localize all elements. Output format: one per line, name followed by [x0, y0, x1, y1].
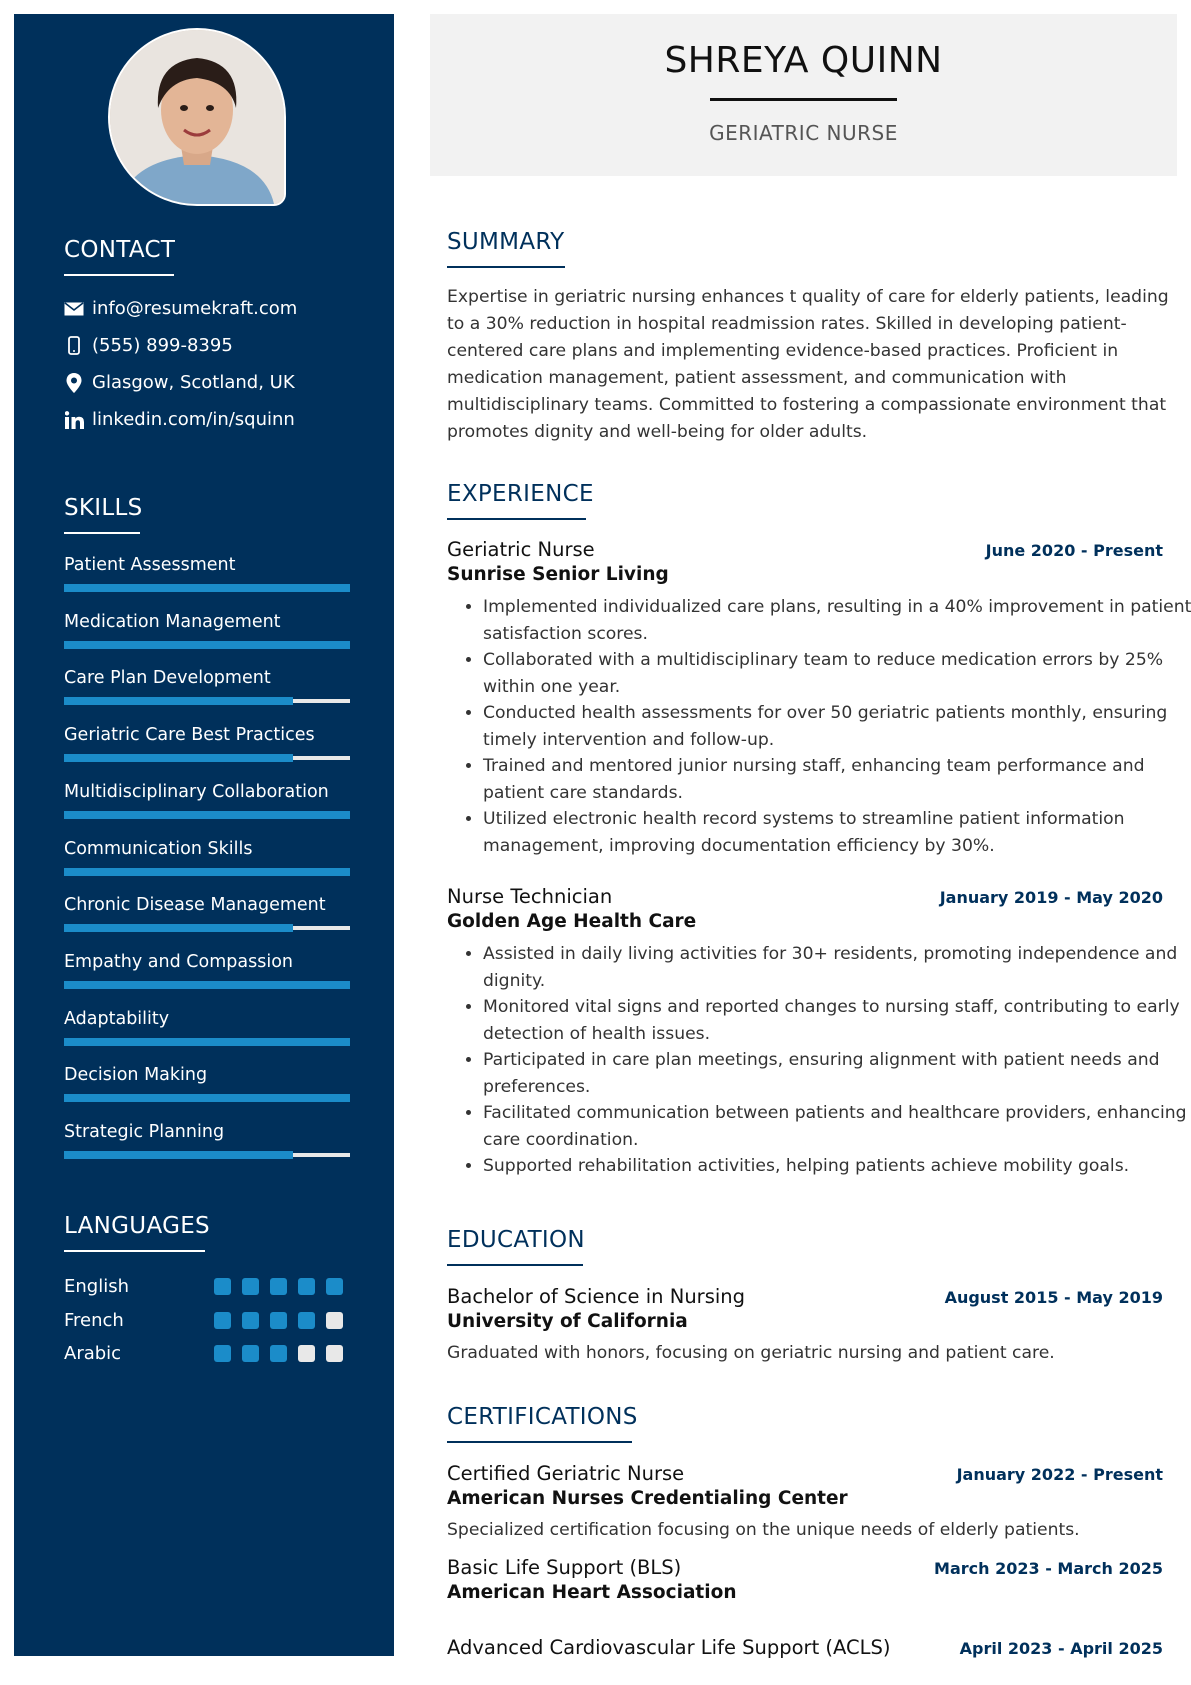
rating-dot: [214, 1278, 231, 1295]
skill-bar: [64, 756, 350, 760]
job-2-bullets: [447, 941, 1191, 1180]
skill-item: [64, 839, 350, 859]
map-pin-icon: [64, 373, 84, 393]
sidebar: [14, 14, 394, 1656]
list-item: • Supported rehabilitation activities, helping patients achieve mobility goals.: [483, 1153, 1191, 1180]
cert-1-title: Certified Geriatric Nurse: [447, 1462, 685, 1485]
rating-dot: [326, 1345, 343, 1362]
cert-1-desc: Specialized certification focusing on the unique needs of elderly patients.: [447, 1520, 1080, 1540]
skill-label: Adaptability: [64, 1008, 170, 1029]
envelope-icon: [64, 299, 84, 319]
skill-bar: [64, 641, 350, 649]
name-header: [430, 14, 1177, 176]
summary-heading: SUMMARY: [447, 229, 565, 255]
contact-phone[interactable]: [64, 335, 233, 356]
cert-3-title: Advanced Cardiovascular Life Support (ACLS): [447, 1636, 891, 1659]
rating-dot: [214, 1312, 231, 1329]
skill-label: Communication Skills: [64, 838, 253, 859]
contact-email-text: info@resumekraft.com: [92, 298, 298, 319]
skill-bar: [64, 1094, 350, 1102]
language-label: French: [64, 1309, 124, 1331]
job-2-date: January 2019 - May 2020: [939, 888, 1163, 907]
skill-bar: [64, 1153, 350, 1157]
job-1-org: Sunrise Senior Living: [447, 564, 669, 585]
full-name: SHREYA QUINN: [664, 40, 943, 81]
skill-item: [64, 1122, 350, 1142]
skill-item: [64, 555, 350, 575]
job-1-title: Geriatric Nurse: [447, 538, 595, 561]
rating-dot: [242, 1278, 259, 1295]
skills-heading-rule: [64, 532, 140, 534]
skill-item: [64, 725, 350, 745]
skill-bar-fill: [64, 981, 350, 989]
certifications-heading: CERTIFICATIONS: [447, 1404, 638, 1430]
skill-bar-fill: [64, 868, 350, 876]
skill-bar: [64, 981, 350, 989]
skill-item: [64, 952, 350, 972]
skill-label: Strategic Planning: [64, 1122, 225, 1142]
list-item: • Conducted health assessments for over 50 geriatric patients monthly, ensuring timely intervention and follow-up.: [483, 700, 1191, 753]
language-item: [64, 1310, 354, 1331]
job-1-bullets: [447, 594, 1191, 859]
skills-heading: SKILLS: [64, 495, 143, 521]
profile-photo: [108, 28, 286, 206]
skill-bar-fill: [64, 754, 293, 762]
language-item: [64, 1343, 354, 1364]
job-title: GERIATRIC NURSE: [709, 121, 898, 145]
skill-bar: [64, 926, 350, 930]
skill-bar-fill: [64, 1151, 293, 1159]
skill-label: Multidisciplinary Collaboration: [64, 781, 329, 802]
contact-location-text: Glasgow, Scotland, UK: [92, 372, 295, 393]
skill-item: [64, 782, 350, 802]
skill-bar-fill: [64, 641, 350, 649]
skill-bar-fill: [64, 924, 293, 932]
name-divider: [710, 98, 897, 101]
language-rating: [214, 1345, 343, 1362]
rating-dot: [326, 1278, 343, 1295]
rating-dot: [270, 1345, 287, 1362]
list-item: • Assisted in daily living activities for 30+ residents, promoting independence and dignity.: [483, 941, 1191, 994]
job-1-date: June 2020 - Present: [985, 541, 1163, 560]
language-label: English: [64, 1276, 129, 1297]
skill-bar: [64, 584, 350, 592]
skill-bar: [64, 699, 350, 703]
contact-linkedin-text: linkedin.com/in/squinn: [92, 409, 295, 430]
rating-dot: [298, 1278, 315, 1295]
skill-label: Decision Making: [64, 1065, 208, 1086]
cert-3-date: April 2023 - April 2025: [959, 1639, 1163, 1658]
skill-bar-fill: [64, 1038, 350, 1046]
education-heading: EDUCATION: [447, 1227, 585, 1253]
language-rating: [214, 1312, 343, 1329]
skill-bar: [64, 811, 350, 819]
cert-2-date: March 2023 - March 2025: [934, 1559, 1163, 1578]
skill-item: [64, 612, 350, 632]
summary-text: Expertise in geriatric nursing enhances t quality of care for elderly patients, leading to a 30% reduction in hospital readmission rates. Skilled in developing patient-centered care plans and implementing evidence-based practices. Proficient in medication management, patient assessment, and communication with multidisciplinary teams. Committed to fostering a compassionate environment that promotes dignity and well-being for older adults.: [447, 287, 1169, 442]
education-degree: Bachelor of Science in Nursing: [447, 1285, 746, 1308]
linkedin-icon: [64, 410, 84, 430]
skill-bar-fill: [64, 811, 350, 819]
education-desc: Graduated with honors, focusing on geriatric nursing and patient care.: [447, 1343, 1055, 1363]
skill-item: [64, 668, 350, 688]
list-item: • Trained and mentored junior nursing staff, enhancing team performance and patient care standards.: [483, 753, 1191, 806]
job-2-title: Nurse Technician: [447, 885, 613, 908]
certifications-heading-rule: [447, 1441, 632, 1443]
cert-2-org: American Heart Association: [447, 1582, 737, 1603]
job-2-org: Golden Age Health Care: [447, 911, 697, 932]
skill-label: Geriatric Care Best Practices: [64, 725, 315, 746]
list-item: • Facilitated communication between patients and healthcare providers, enhancing care coordination.: [483, 1100, 1191, 1153]
list-item: • Monitored vital signs and reported changes to nursing staff, contributing to early detection of health issues.: [483, 994, 1191, 1047]
rating-dot: [270, 1312, 287, 1329]
skill-label: Medication Management: [64, 611, 281, 632]
skill-item: [64, 895, 350, 915]
skill-bar-fill: [64, 584, 350, 592]
rating-dot: [298, 1345, 315, 1362]
contact-heading-rule: [64, 274, 174, 276]
education-date: August 2015 - May 2019: [944, 1288, 1163, 1307]
rating-dot: [298, 1312, 315, 1329]
contact-linkedin[interactable]: [64, 409, 295, 430]
skill-label: Empathy and Compassion: [64, 951, 293, 972]
contact-heading: CONTACT: [64, 237, 176, 263]
list-item: • Participated in care plan meetings, ensuring alignment with patient needs and preferences.: [483, 1047, 1191, 1100]
languages-heading-rule: [64, 1250, 205, 1252]
contact-location: [64, 372, 295, 393]
language-rating: [214, 1278, 343, 1295]
rating-dot: [326, 1312, 343, 1329]
contact-phone-text: (555) 899-8395: [92, 335, 233, 356]
phone-icon: [64, 336, 84, 356]
language-label: Arabic: [64, 1343, 122, 1364]
experience-heading: EXPERIENCE: [447, 481, 594, 507]
rating-dot: [270, 1278, 287, 1295]
list-item: • Implemented individualized care plans, resulting in a 40% improvement in patient satisfaction scores.: [483, 594, 1191, 647]
skill-bar: [64, 868, 350, 876]
contact-email[interactable]: [64, 298, 297, 319]
list-item: • Collaborated with a multidisciplinary team to reduce medication errors by 25% within one year.: [483, 647, 1191, 700]
skill-label: Care Plan Development: [64, 668, 271, 689]
rating-dot: [214, 1345, 231, 1362]
skill-item: [64, 1009, 350, 1029]
cert-2-title: Basic Life Support (BLS): [447, 1556, 682, 1579]
education-heading-rule: [447, 1264, 583, 1266]
rating-dot: [242, 1345, 259, 1362]
cert-1-date: January 2022 - Present: [956, 1465, 1163, 1484]
skill-label: Chronic Disease Management: [64, 895, 326, 916]
cert-1-org: American Nurses Credentialing Center: [447, 1488, 848, 1509]
list-item: • Utilized electronic health record systems to streamline patient information management, improving documentation efficiency by 30%.: [483, 806, 1191, 859]
language-item: [64, 1276, 354, 1297]
skill-bar: [64, 1038, 350, 1046]
summary-heading-rule: [447, 266, 565, 268]
experience-heading-rule: [447, 518, 586, 520]
skill-item: [64, 1065, 350, 1085]
skill-bar-fill: [64, 697, 293, 705]
education-school: University of California: [447, 1311, 688, 1332]
skill-label: Patient Assessment: [64, 555, 236, 575]
rating-dot: [242, 1312, 259, 1329]
skill-bar-fill: [64, 1094, 350, 1102]
languages-heading: LANGUAGES: [64, 1213, 210, 1239]
